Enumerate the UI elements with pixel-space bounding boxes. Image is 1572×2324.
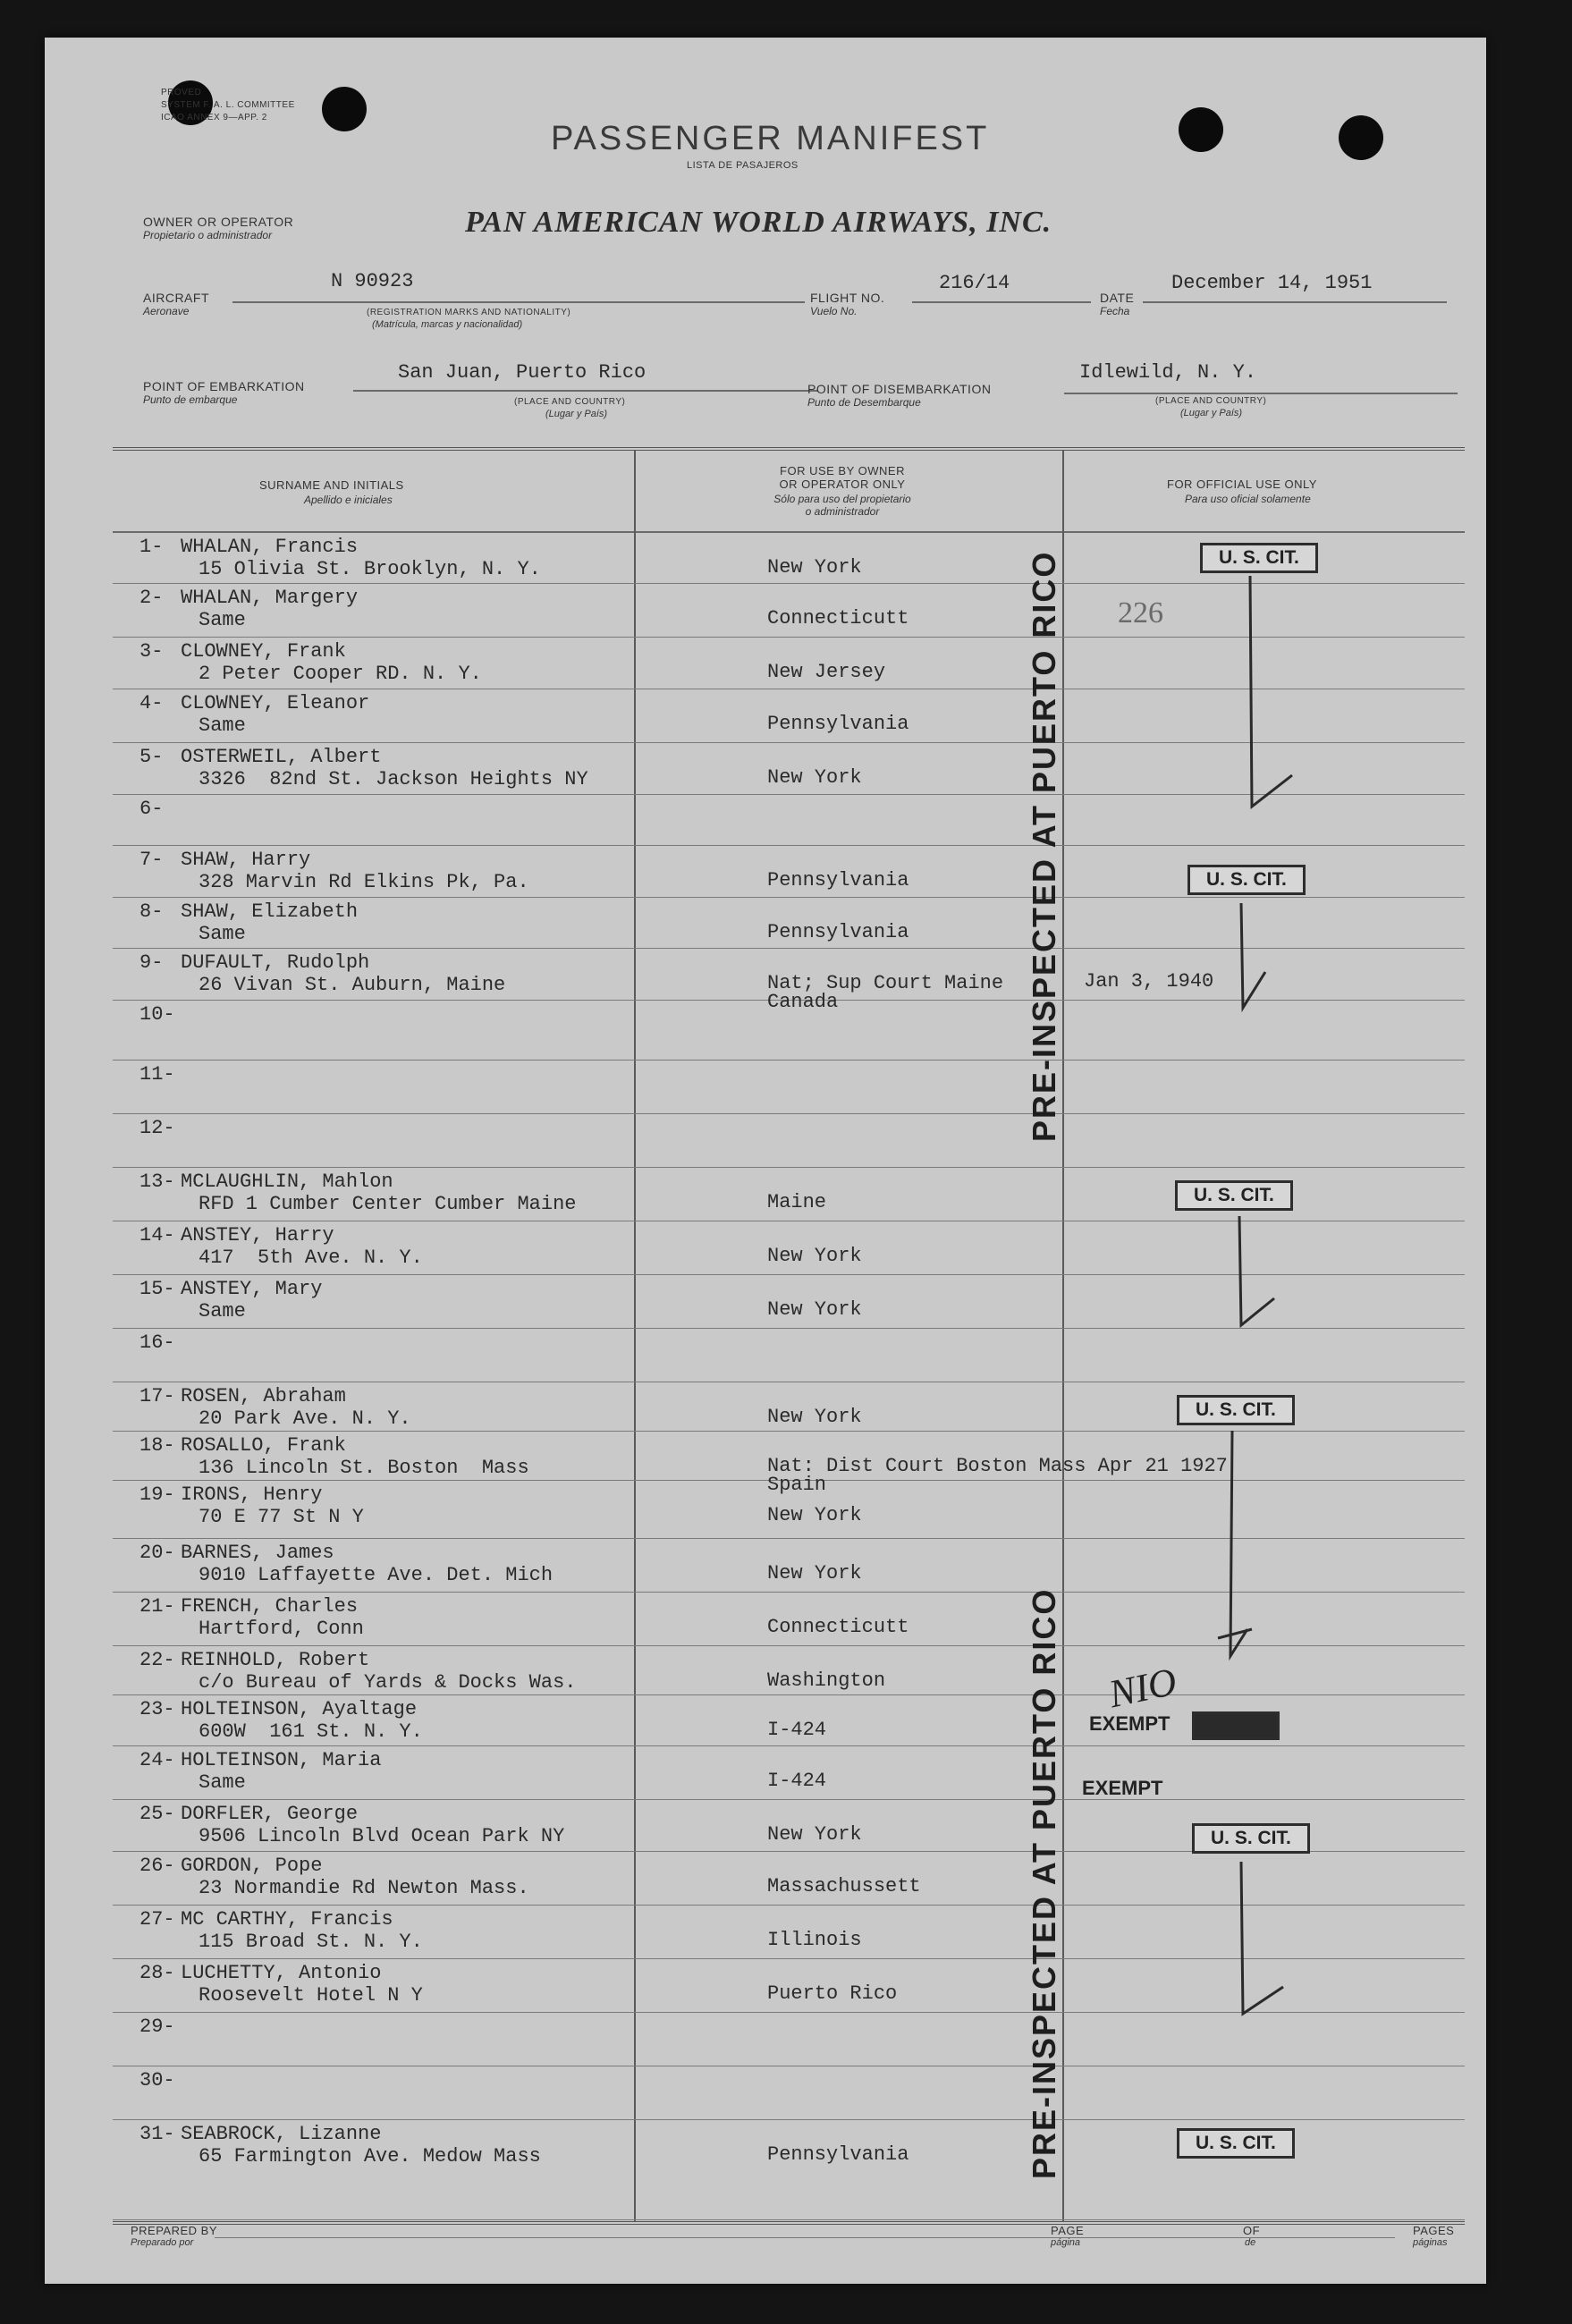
place-note: (PLACE AND COUNTRY): [514, 397, 626, 407]
registration-note-es: (Matrícula, marcas y nacionalidad): [372, 319, 523, 330]
passenger-name: DUFAULT, Rudolph: [181, 951, 370, 974]
date-label: DATE: [1100, 291, 1135, 305]
passenger-address: Same: [199, 1771, 246, 1794]
owner-use-entry: New York: [767, 1562, 862, 1585]
page-subtitle: LISTA DE PASAJEROS: [687, 160, 799, 171]
passenger-name: CLOWNEY, Eleanor: [181, 692, 370, 714]
passenger-address: 70 E 77 St N Y: [199, 1506, 364, 1528]
passenger-address: c/o Bureau of Yards & Docks Was.: [199, 1671, 577, 1694]
disembark-label-es: Punto de Desembarque: [807, 396, 921, 409]
page-label-es: página: [1051, 2237, 1081, 2248]
owner-use-entry: Connecticutt: [767, 1616, 909, 1638]
row-number: 25-: [139, 1803, 175, 1825]
flight-label-es: Vuelo No.: [810, 305, 858, 317]
row-number: 29-: [139, 2016, 175, 2038]
column-header-official-es: Para uso oficial solamente: [1185, 493, 1311, 505]
row-number: 28-: [139, 1962, 175, 1984]
column-header-official: FOR OFFICIAL USE ONLY: [1167, 477, 1317, 491]
pre-inspected-stamp: PRE-INSPECTED AT PUERTO RICO: [1026, 550, 1062, 1142]
row-number: 14-: [139, 1224, 175, 1247]
row-number: 11-: [139, 1063, 175, 1086]
owner-use-entry: Washington: [767, 1669, 886, 1692]
of-label-es: de: [1245, 2237, 1256, 2248]
row-number: 30-: [139, 2069, 175, 2092]
handwritten-number: 226: [1118, 596, 1163, 630]
passenger-address: 2 Peter Cooper RD. N. Y.: [199, 663, 482, 685]
passenger-name: MCLAUGHLIN, Mahlon: [181, 1170, 393, 1193]
owner-use-entry: I-424: [767, 1719, 827, 1741]
date-label-es: Fecha: [1100, 305, 1130, 317]
row-number: 13-: [139, 1170, 175, 1193]
of-label: OF: [1243, 2224, 1261, 2237]
pages-label: PAGES: [1413, 2224, 1455, 2237]
owner-use-entry: Illinois: [767, 1929, 862, 1951]
row-number: 23-: [139, 1698, 175, 1720]
passenger-address: 3326 82nd St. Jackson Heights NY: [199, 768, 588, 790]
check-mark: [1230, 1431, 1247, 1656]
row-number: 20-: [139, 1542, 175, 1564]
column-header-surname-es: Apellido e iniciales: [304, 494, 393, 506]
row-number: 26-: [139, 1855, 175, 1877]
owner-use-entry: Nat; Sup Court Maine: [767, 972, 1004, 994]
flight-value: 216/14: [939, 272, 1010, 294]
passenger-address: 328 Marvin Rd Elkins Pk, Pa.: [199, 871, 529, 893]
passenger-address: Same: [199, 1300, 246, 1323]
owner-use-entry: New York: [767, 1245, 862, 1267]
passenger-name: DORFLER, George: [181, 1803, 359, 1825]
passenger-address: 15 Olivia St. Brooklyn, N. Y.: [199, 558, 541, 580]
row-number: 2-: [139, 587, 164, 609]
us-cit-stamp: U. S. CIT.: [1200, 543, 1318, 573]
row-number: 24-: [139, 1749, 175, 1771]
approval-line: PROVED: [161, 88, 202, 97]
row-number: 15-: [139, 1278, 175, 1300]
passenger-name: WHALAN, Francis: [181, 536, 359, 558]
passenger-name: ANSTEY, Harry: [181, 1224, 334, 1247]
prepared-by-label: PREPARED BY: [131, 2224, 218, 2237]
place-note-es: (Lugar y País): [545, 409, 608, 419]
passenger-address: 417 5th Ave. N. Y.: [199, 1247, 423, 1269]
row-number: 27-: [139, 1908, 175, 1931]
place-note-es-2: (Lugar y País): [1180, 408, 1243, 418]
passenger-address: 20 Park Ave. N. Y.: [199, 1407, 411, 1430]
passenger-address: 9010 Laffayette Ave. Det. Mich: [199, 1564, 554, 1586]
passenger-name: ANSTEY, Mary: [181, 1278, 323, 1300]
row-number: 19-: [139, 1483, 175, 1506]
row-number: 10-: [139, 1003, 175, 1026]
row-number: 12-: [139, 1117, 175, 1139]
passenger-name: REINHOLD, Robert: [181, 1649, 370, 1671]
owner-use-entry: New York: [767, 556, 862, 579]
passenger-name: WHALAN, Margery: [181, 587, 359, 609]
naturalization-date: Jan 3, 1940: [1084, 970, 1214, 993]
approval-line: SYSTEM F. A. L. COMMITTEE: [161, 100, 295, 110]
row-number: 17-: [139, 1385, 175, 1407]
passenger-address: 23 Normandie Rd Newton Mass.: [199, 1877, 529, 1899]
row-number: 3-: [139, 640, 164, 663]
page-label: PAGE: [1051, 2224, 1085, 2237]
us-cit-stamp: U. S. CIT.: [1192, 1823, 1310, 1854]
owner-label: OWNER OR OPERATOR: [143, 215, 294, 229]
passenger-name: HOLTEINSON, Ayaltage: [181, 1698, 418, 1720]
passenger-name: SHAW, Elizabeth: [181, 900, 359, 923]
passenger-name: MC CARTHY, Francis: [181, 1908, 393, 1931]
page-title: PASSENGER MANIFEST: [551, 120, 990, 157]
column-header-owner-line: FOR USE BY OWNER: [780, 464, 905, 477]
registration-note: (REGISTRATION MARKS AND NATIONALITY): [367, 308, 571, 317]
passenger-address: Roosevelt Hotel N Y: [199, 1984, 423, 2007]
passenger-address: Same: [199, 923, 246, 945]
row-number: 22-: [139, 1649, 175, 1671]
row-number: 9-: [139, 951, 164, 974]
passenger-name: OSTERWEIL, Albert: [181, 746, 382, 768]
row-number: 4-: [139, 692, 164, 714]
row-number: 8-: [139, 900, 164, 923]
column-header-surname: SURNAME AND INITIALS: [259, 478, 404, 492]
column-header-owner-line: OR OPERATOR ONLY: [779, 477, 906, 491]
column-header-owner-es-line: Sólo para uso del propietario: [773, 493, 911, 505]
aircraft-label: AIRCRAFT: [143, 291, 209, 305]
approval-line: ICAO ANNEX 9—APP. 2: [161, 113, 267, 123]
passenger-name: SEABROCK, Lizanne: [181, 2123, 382, 2145]
disembark-label: POINT OF DISEMBARKATION: [807, 382, 992, 396]
owner-value: PAN AMERICAN WORLD AIRWAYS, INC.: [465, 206, 1052, 239]
disembark-value: Idlewild, N. Y.: [1079, 361, 1257, 384]
owner-use-entry: New Jersey: [767, 661, 886, 683]
owner-use-entry: Pennsylvania: [767, 921, 909, 943]
row-number: 16-: [139, 1331, 175, 1354]
owner-use-entry: Pennsylvania: [767, 869, 909, 892]
passenger-address: RFD 1 Cumber Center Cumber Maine: [199, 1193, 577, 1215]
passenger-name: HOLTEINSON, Maria: [181, 1749, 382, 1771]
check-mark: [1241, 903, 1265, 1008]
owner-use-entry: Pennsylvania: [767, 713, 909, 735]
owner-use-entry-2: Spain: [767, 1474, 827, 1496]
pages-label-es: páginas: [1413, 2237, 1448, 2248]
flight-label: FLIGHT NO.: [810, 291, 885, 305]
passenger-name: CLOWNEY, Frank: [181, 640, 346, 663]
owner-use-entry: New York: [767, 1504, 862, 1526]
row-number: 1-: [139, 536, 164, 558]
exempt-stamp: EXEMPT: [1082, 1777, 1163, 1799]
footer-rule: [215, 2237, 1395, 2238]
passenger-name: BARNES, James: [181, 1542, 334, 1564]
check-marks: [45, 38, 1486, 2284]
exempt-stamp: EXEMPT: [1089, 1712, 1171, 1735]
us-cit-stamp: U. S. CIT.: [1177, 2128, 1295, 2159]
passenger-address: Hartford, Conn: [199, 1618, 364, 1640]
embark-label: POINT OF EMBARKATION: [143, 379, 305, 393]
owner-use-entry: New York: [767, 766, 862, 789]
passenger-address: 600W 161 St. N. Y.: [199, 1720, 423, 1743]
passenger-name: LUCHETTY, Antonio: [181, 1962, 382, 1984]
pre-inspected-stamp: PRE-INSPECTED AT PUERTO RICO: [1026, 1587, 1062, 2179]
owner-label-es: Propietario o administrador: [143, 229, 273, 241]
check-mark: [1250, 576, 1292, 807]
passenger-address: 65 Farmington Ave. Medow Mass: [199, 2145, 541, 2168]
owner-use-entry: Pennsylvania: [767, 2143, 909, 2166]
owner-use-entry: New York: [767, 1406, 862, 1428]
row-number: 6-: [139, 798, 164, 820]
aircraft-value: N 90923: [331, 270, 414, 292]
date-value: December 14, 1951: [1171, 272, 1373, 294]
us-cit-stamp: U. S. CIT.: [1175, 1180, 1293, 1211]
row-number: 21-: [139, 1595, 175, 1618]
row-number: 5-: [139, 746, 164, 768]
owner-use-entry-2: Canada: [767, 991, 839, 1013]
handwritten-annotation: NIO: [1104, 1659, 1181, 1717]
owner-use-entry: Nat: Dist Court Boston Mass Apr 21 1927: [767, 1455, 1228, 1477]
embark-label-es: Punto de embarque: [143, 393, 238, 406]
us-cit-stamp: U. S. CIT.: [1177, 1395, 1295, 1425]
column-header-owner-es-line: o administrador: [805, 505, 880, 518]
owner-use-entry: Maine: [767, 1191, 827, 1213]
passenger-name: FRENCH, Charles: [181, 1595, 359, 1618]
owner-use-entry: Connecticutt: [767, 607, 909, 630]
passenger-address: 136 Lincoln St. Boston Mass: [199, 1457, 529, 1479]
passenger-address: 115 Broad St. N. Y.: [199, 1931, 423, 1953]
embark-value: San Juan, Puerto Rico: [398, 361, 647, 384]
passenger-name: GORDON, Pope: [181, 1855, 323, 1877]
passenger-name: IRONS, Henry: [181, 1483, 323, 1506]
prepared-by-label-es: Preparado por: [131, 2237, 194, 2248]
passenger-address: Same: [199, 714, 246, 737]
check-mark: [1218, 1629, 1252, 1638]
owner-use-entry: I-424: [767, 1770, 827, 1792]
passenger-name: ROSALLO, Frank: [181, 1434, 346, 1457]
place-note-2: (PLACE AND COUNTRY): [1155, 396, 1267, 406]
passenger-address: 26 Vivan St. Auburn, Maine: [199, 974, 506, 996]
row-number: 18-: [139, 1434, 175, 1457]
owner-use-entry: New York: [767, 1823, 862, 1846]
row-number: 7-: [139, 849, 164, 871]
check-mark: [1239, 1216, 1274, 1325]
passenger-name: SHAW, Harry: [181, 849, 311, 871]
row-number: 31-: [139, 2123, 175, 2145]
passenger-name: ROSEN, Abraham: [181, 1385, 346, 1407]
manifest-page: [45, 38, 1486, 2284]
passenger-address: 9506 Lincoln Blvd Ocean Park NY: [199, 1825, 565, 1847]
us-cit-stamp: U. S. CIT.: [1187, 865, 1306, 895]
owner-use-entry: Puerto Rico: [767, 1982, 898, 2005]
owner-use-entry: New York: [767, 1298, 862, 1321]
owner-use-entry: Massachussett: [767, 1875, 921, 1897]
check-mark: [1241, 1862, 1283, 2014]
passenger-address: Same: [199, 609, 246, 631]
aircraft-label-es: Aeronave: [143, 305, 190, 317]
